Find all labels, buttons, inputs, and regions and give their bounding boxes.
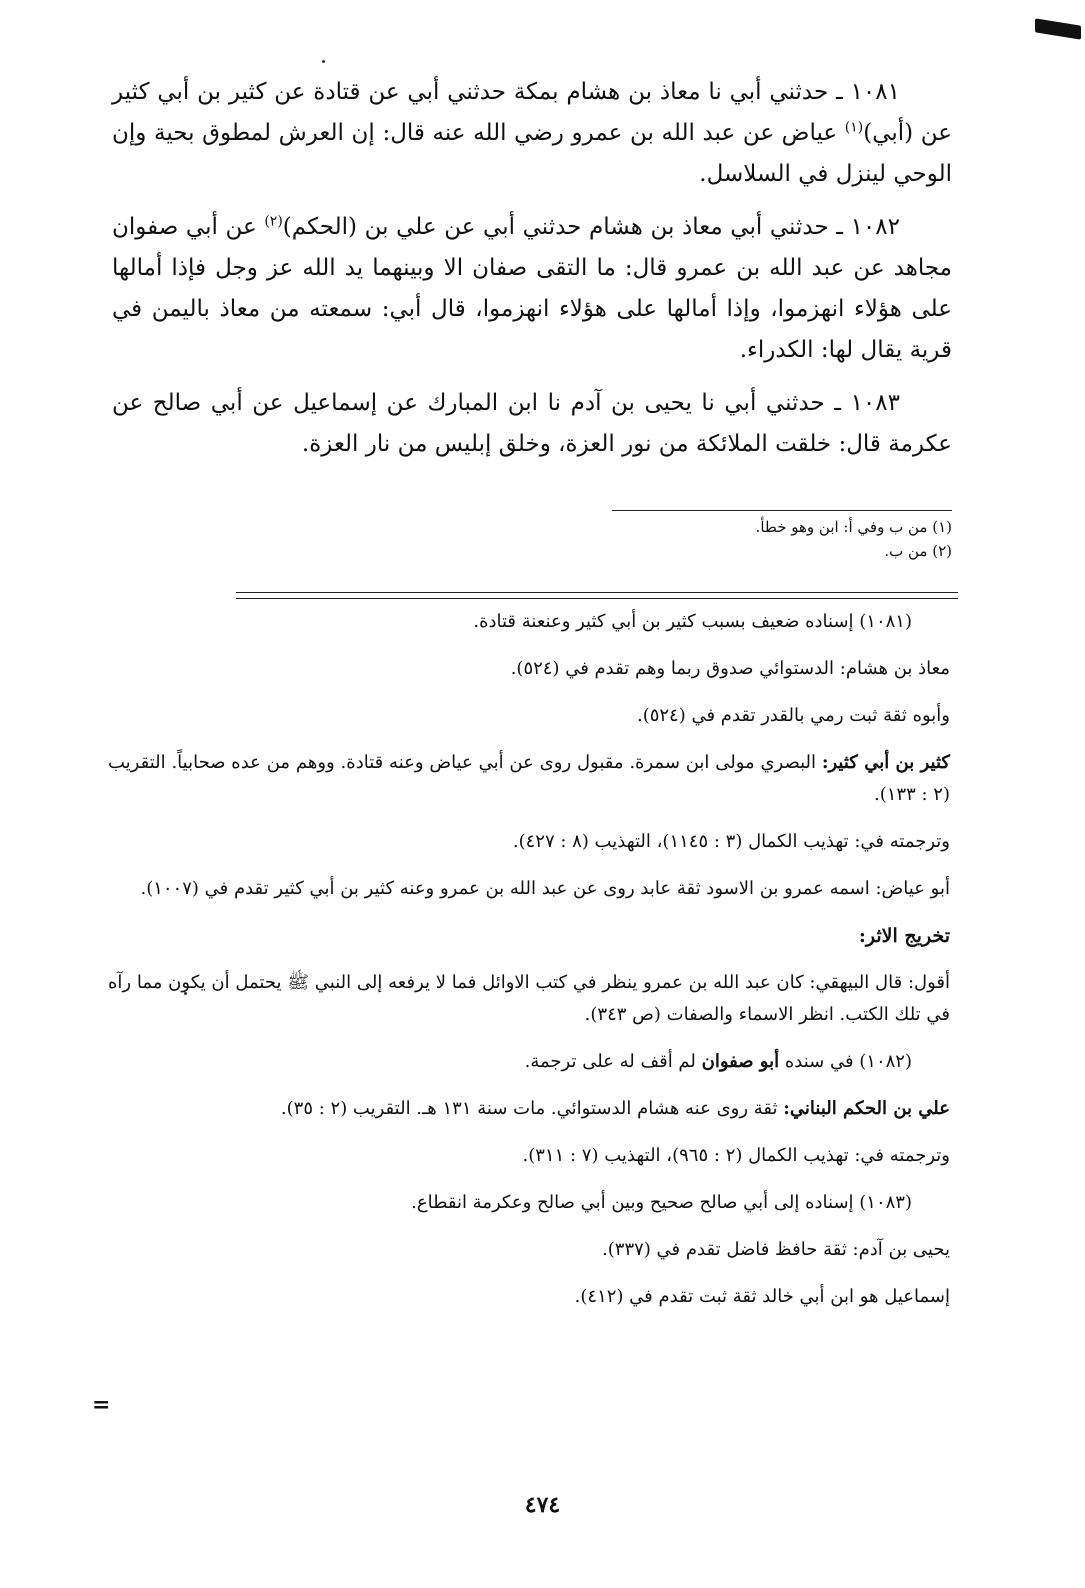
footnote-ref-2: (٢)	[264, 213, 283, 230]
commentary-1083: (١٠٨٣) إسناده إلى أبي صالح صحيح وبين أبي صالح وعكرمة انقطاع.	[411, 1192, 912, 1213]
footnote-1: (١) من ب وفي أ: ابن وهو خطأ.	[755, 518, 952, 536]
commentary-line: معاذ بن هشام: الدستوائي صدوق ربما وهم تقدم في (٥٢٤).	[510, 658, 950, 679]
commentary-line: أقول: قال البيهقي: كان عبد الله بن عمرو ينظر في كتب الاوائل فما لا يرفعه إلى النبي ﷺ يحتمل أن يكون مما رآه في تلك الكتب. انظر الاسماء والصفات (ص ٣٤٣).	[108, 972, 950, 1025]
commentary-divider	[236, 598, 958, 599]
page-number: ٤٧٤	[524, 1492, 561, 1518]
commentary-line: وأبوه ثقة ثبت رمي بالقدر تقدم في (٥٢٤).	[636, 705, 950, 726]
speck	[322, 60, 325, 63]
commentary-line: أبو عياض: اسمه عمرو بن الاسود ثقة عابد روى عن عبد الله بن عمرو وعنه كثير بن أبي كثير تقدم في (١٠٠٧).	[140, 878, 950, 899]
commentary-line: إسماعيل هو ابن أبي خالد ثقة ثبت تقدم في (٤١٢).	[574, 1286, 950, 1307]
footnote-2: (٢) من ب.	[884, 542, 952, 560]
commentary-line: يحيى بن آدم: ثقة حافظ فاضل تقدم في (٣٣٧).	[602, 1239, 950, 1260]
commentary	[108, 606, 950, 1328]
commentary-line: كثير بن أبي كثير: البصري مولى ابن سمرة. مقبول روى عن أبي عياض وعنه قتادة. ووهم من عده صحابياً. التقريب (٢ : ١٣٣).	[108, 752, 950, 805]
commentary-line: وترجمته في: تهذيب الكمال (٢ : ٩٦٥)، التهذيب (٧ : ٣١١).	[522, 1145, 950, 1166]
commentary-line: وترجمته في: تهذيب الكمال (٣ : ١١٤٥)، التهذيب (٨ : ٤٢٧).	[512, 831, 950, 852]
hadith-1081: ١٠٨١ ـ حدثني أبي نا معاذ بن هشام بمكة حدثني أبي عن قتادة عن كثير بن أبي كثير عن (أبي)$^{(١)}$ عياض عن عبد الله بن عمرو رضي الله عنه قال: إن العرش لمطوق بحية وإن الوحي لينزل في السلاسل.	[112, 79, 953, 187]
scan-edge-mark	[1035, 18, 1081, 39]
hadith-1083: ١٠٨٣ ـ حدثني أبي نا يحيى بن آدم نا ابن المبارك عن إسماعيل عن أبي صالح عن عكرمة قال: خلقت الملائكة من نور العزة، وخلق إبليس من نار العزة.	[112, 390, 952, 457]
commentary-divider	[236, 592, 958, 593]
footnote-ref-1: (١)	[844, 119, 864, 136]
section-heading: تخريج الاثر:	[858, 925, 950, 947]
hadith-1082: ١٠٨٢ ـ حدثني أبي معاذ بن هشام حدثني أبي عن علي بن (الحكم)$^{(٢)}$ عن أبي صفوان مجاهد عن عبد الله بن عمرو قال: ما التقى صفان الا وبينهما يد الله عز وجل فإذا أمالها على هؤلاء انهزموا، وإذا أمالها على هؤلاء انهزموا، قال أبي: سمعته من معاذ باليمن في قرية يقال لها: الكدراء.	[112, 213, 952, 363]
continuation-mark: =	[92, 1392, 111, 1418]
footnotes	[612, 515, 952, 563]
commentary-line: علي بن الحكم البناني: ثقة روى عنه هشام الدستوائي. مات سنة ١٣١ هـ. التقريب (٢ : ٣٥).	[280, 1098, 950, 1119]
commentary-1081: (١٠٨١) إسناده ضعيف بسبب كثير بن أبي كثير وعنعنة قتادة.	[473, 611, 912, 632]
footnote-divider	[612, 510, 952, 511]
main-text	[112, 72, 952, 477]
commentary-1082: (١٠٨٢) في سنده أبو صفوان لم أقف له على ترجمة.	[524, 1051, 912, 1072]
